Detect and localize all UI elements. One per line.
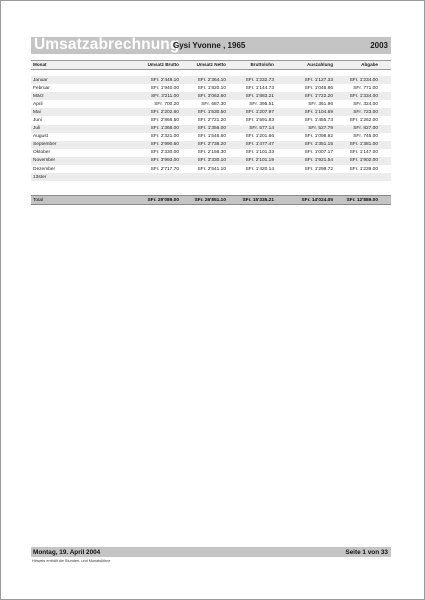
total-payout: SFr. 14'024.05 <box>301 197 333 203</box>
table-row <box>31 157 391 165</box>
table-row <box>31 116 391 124</box>
gross-wage-cell: SFr. 1'477.47 <box>245 142 274 148</box>
gross-revenue-cell: SFr. 3'993.00 <box>150 158 179 164</box>
total-net-revenue: SFr. 26'851.10 <box>194 197 226 203</box>
payout-cell: SFr. 1'007.17 <box>304 150 333 156</box>
payout-cell: SFr. 1'104.69 <box>304 109 333 115</box>
print-date: Montag, 19. April 2004 <box>33 548 101 556</box>
revenue-table <box>31 76 391 181</box>
gross-revenue-cell: SFr. 2'717.70 <box>150 166 179 172</box>
month-cell: August <box>33 134 48 140</box>
net-revenue-cell: SFr. 3'062.60 <box>197 93 226 99</box>
month-cell: Juli <box>33 126 41 132</box>
payout-cell: SFr. 1'298.72 <box>304 166 333 172</box>
gross-wage-cell: SFr. 395.51 <box>249 101 274 107</box>
payout-cell: SFr. 1'455.73 <box>304 117 333 123</box>
total-levy: SFr. 12'889.00 <box>346 197 378 203</box>
gross-revenue-cell: SFr. 2'321.00 <box>150 134 179 140</box>
column-header-gross-wage: Bruttolohn <box>250 62 274 67</box>
gross-revenue-cell: SFr. 2'448.10 <box>150 77 179 83</box>
month-cell: 13ster <box>33 174 47 180</box>
column-header-row <box>31 60 391 70</box>
total-row <box>31 195 391 205</box>
gross-wage-cell: SFr. 1'591.83 <box>245 117 274 123</box>
gross-revenue-cell: SFr. 1'940.00 <box>150 85 179 91</box>
net-revenue-cell: SFr. 1'820.10 <box>197 85 226 91</box>
total-gross-revenue: SFr. 29'089.00 <box>147 197 179 203</box>
payout-cell: SFr. 1'046.86 <box>304 85 333 91</box>
gross-revenue-cell: SFr. 2'330.00 <box>150 150 179 156</box>
gross-wage-cell: SFr. 1'883.21 <box>245 93 274 99</box>
levy-cell: SFr. 1'334.00 <box>349 93 378 99</box>
column-header-levy: Abgabe <box>361 62 378 67</box>
net-revenue-cell: SFr. 2'721.20 <box>197 117 226 123</box>
employee-name: Gysi Yvonne , 1965 <box>173 41 246 50</box>
payout-cell: SFr. 1'351.15 <box>304 142 333 148</box>
table-row <box>31 141 391 149</box>
gross-revenue-cell: SFr. 2'866.50 <box>150 117 179 123</box>
page-number: Seite 1 von 33 <box>345 548 388 556</box>
table-row <box>31 133 391 141</box>
report-title-bar <box>31 37 391 54</box>
table-row <box>31 92 391 100</box>
gross-revenue-cell: SFr. 2'202.60 <box>150 109 179 115</box>
gross-wage-cell: SFr. 1'101.33 <box>245 150 274 156</box>
levy-cell: SFr. 723.00 <box>353 109 378 115</box>
table-row <box>31 125 391 133</box>
levy-cell: SFr. 745.00 <box>353 134 378 140</box>
month-cell: Januar <box>33 77 48 83</box>
gross-wage-cell: SFr. 577.14 <box>249 126 274 132</box>
month-cell: Mai <box>33 109 41 115</box>
net-revenue-cell: SFr. 2'541.10 <box>197 166 226 172</box>
payout-cell: SFr. 1'921.54 <box>304 158 333 164</box>
net-revenue-cell: SFr. 1'546.60 <box>197 134 226 140</box>
column-header-payout: Auszahlung <box>306 62 333 67</box>
total-gross-wage: SFr. 15'335.21 <box>242 197 274 203</box>
month-cell: Juni <box>33 117 42 123</box>
footer-note: Hinweis enthält die Stunden- und Monatslöhne <box>32 559 111 563</box>
gross-wage-cell: SFr. 1'207.97 <box>245 109 274 115</box>
net-revenue-cell: SFr. 1'530.50 <box>197 109 226 115</box>
gross-wage-cell: SFr. 1'201.66 <box>245 134 274 140</box>
levy-cell: SFr. 1'234.00 <box>349 77 378 83</box>
net-revenue-cell: SFr. 2'364.10 <box>197 77 226 83</box>
net-revenue-cell: SFr. 687.30 <box>201 101 226 107</box>
payout-cell: SFr. 527.79 <box>308 126 333 132</box>
column-header-net-revenue: Umsatz Netto <box>196 62 226 67</box>
month-cell: Dezember <box>33 166 56 172</box>
levy-cell: SFr. 771.00 <box>353 85 378 91</box>
levy-cell: SFr. 1'902.00 <box>349 158 378 164</box>
month-cell: März <box>33 93 44 99</box>
gross-revenue-cell: SFr. 700.20 <box>154 101 179 107</box>
levy-cell: SFr. 1'381.00 <box>349 142 378 148</box>
net-revenue-cell: SFr. 2'156.30 <box>197 150 226 156</box>
month-cell: September <box>33 142 57 148</box>
gross-revenue-cell: SFr. 2'990.60 <box>150 142 179 148</box>
month-cell: Februar <box>33 85 50 91</box>
report-year: 2003 <box>370 41 388 50</box>
levy-cell: SFr. 1'239.00 <box>349 166 378 172</box>
table-row <box>31 100 391 108</box>
total-label: Total <box>33 197 44 203</box>
gross-revenue-cell: SFr. 1'368.00 <box>150 126 179 132</box>
table-row <box>31 76 391 84</box>
gross-wage-cell: SFr. 1'420.14 <box>245 166 274 172</box>
month-cell: November <box>33 158 56 164</box>
month-cell: April <box>33 101 43 107</box>
gross-wage-cell: SFr. 1'232.73 <box>245 77 274 83</box>
table-row <box>31 84 391 92</box>
payout-cell: SFr. 1'722.20 <box>304 93 333 99</box>
gross-wage-cell: SFr. 2'101.19 <box>245 158 274 164</box>
column-header-gross-revenue: Umsatz Brutto <box>147 62 179 67</box>
levy-cell: SFr. 324.00 <box>353 101 378 107</box>
net-revenue-cell: SFr. 3'330.10 <box>197 158 226 164</box>
payout-cell: SFr. 1'127.33 <box>304 77 333 83</box>
payout-cell: SFr. 1'098.92 <box>304 134 333 140</box>
payout-cell: SFr. 361.96 <box>308 101 333 107</box>
net-revenue-cell: SFr. 1'356.00 <box>197 126 226 132</box>
levy-cell: SFr. 1'262.00 <box>349 117 378 123</box>
net-revenue-cell: SFr. 2'738.20 <box>197 142 226 148</box>
levy-cell: SFr. 1'147.00 <box>349 150 378 156</box>
table-row <box>31 108 391 116</box>
gross-wage-cell: SFr. 1'144.73 <box>245 85 274 91</box>
table-row <box>31 173 391 181</box>
gross-revenue-cell: SFr. 3'211.00 <box>150 93 179 99</box>
column-header-month: Monat <box>33 62 47 67</box>
table-row <box>31 165 391 173</box>
page-footer <box>31 547 391 557</box>
levy-cell: SFr. 827.00 <box>353 126 378 132</box>
report-title: Umsatzabrechnung <box>34 36 180 53</box>
table-row <box>31 149 391 157</box>
month-cell: Oktober <box>33 150 51 156</box>
